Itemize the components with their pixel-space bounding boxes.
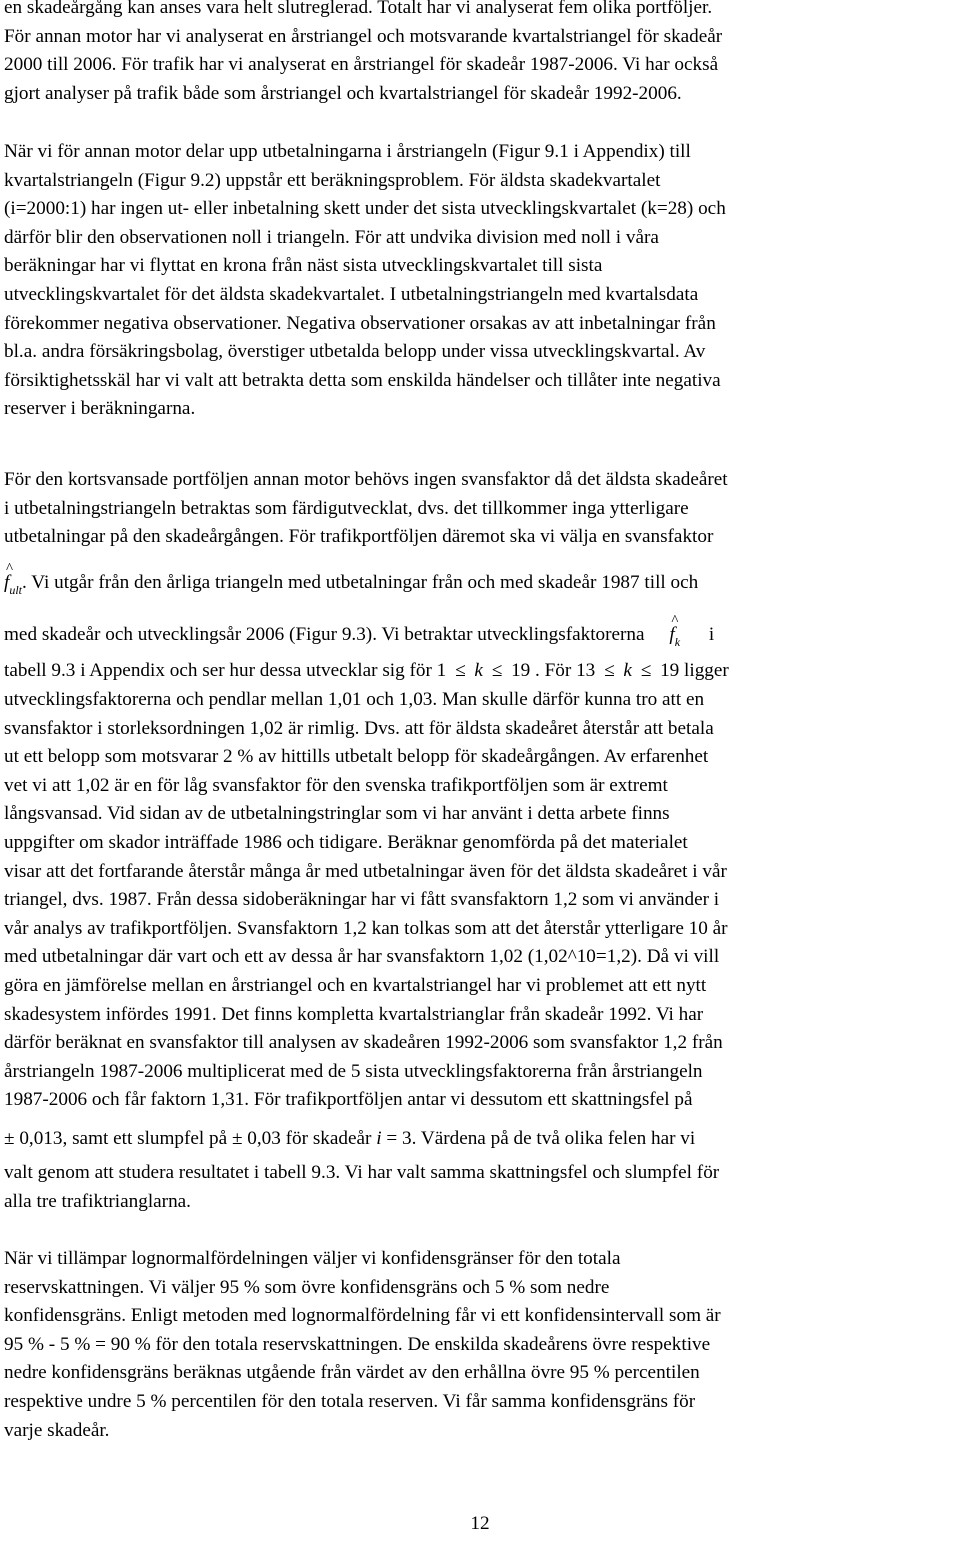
text-line: alla tre trafiktrianglarna. — [4, 1190, 191, 1212]
tabell-line — [4, 657, 954, 686]
text-line: vår analys av trafikportföljen. Svansfaktorn 1,2 kan tolkas som att det återstår ytterligare 10 år — [4, 917, 728, 939]
le-symbol: ≤ — [604, 660, 615, 681]
text-line: beräkningar har vi flyttat en krona från näst sista utvecklingskvartalet till sista — [4, 255, 603, 277]
text-line: För den kortsvansade portföljen annan motor behövs ingen svansfaktor då det äldsta skadeåret — [4, 469, 728, 490]
text-line: långsvansad. Vid sidan av de utbetalningstringlar som vi har använt i detta arbete finns — [4, 803, 670, 825]
text-line: utvecklingsfaktorerna och pendlar mellan 1,01 och 1,03. Man skulle därför kunna tro att en — [4, 689, 705, 710]
text-line: 2000 till 2006. För trafik har vi analyserat en årstriangel för skadeår 1987-2006. Vi har också — [4, 54, 719, 76]
text-line: nedre konfidensgräns beräknas utgående från värdet av den erhållna övre 95 % percentilen — [4, 1362, 700, 1384]
text-line: ut ett belopp som motsvarar 2 % av hittills utbetalt belopp för skadeårgången. Av erfarenhet — [4, 746, 709, 768]
paragraph-4 — [4, 1245, 954, 1445]
text-line: visar att det fortfarande återstår många år med utbetalningar även för det äldsta skadeåret i vår — [4, 860, 727, 882]
f-letter: f — [4, 572, 10, 593]
text-line: För annan motor har vi analyserat en årstriangel och motsvarande kvartalstriangel för skadeår — [4, 25, 723, 47]
text-line: 95 % - 5 % = 90 % för den totala reservskattningen. De enskilda skadeårens övre respektive — [4, 1333, 711, 1355]
f-ult-symbol — [4, 561, 23, 599]
text-fragment: för skadeår — [280, 1128, 377, 1149]
paragraph-3-intro — [4, 466, 954, 552]
text-fragment: 19 ligger — [660, 660, 729, 681]
text-line: konfidensgräns. Enligt metoden med lognormalfördelning får vi ett konfidensintervall som är — [4, 1305, 721, 1327]
text-line: svansfaktor i storleksordningen 1,02 är rimlig. Dvs. att för äldsta skadeåret återstår att betala — [4, 717, 714, 739]
text-line: gjort analyser på trafik både som årstriangel och kvartalstriangel för skadeår 1992-2006. — [4, 82, 682, 104]
k-variable: k — [623, 660, 632, 681]
text-line: utvecklingskvartalet för det äldsta skadekvartalet. I utbetalningstriangeln med kvartalsdata — [4, 283, 699, 305]
ult-subscript: ult — [9, 583, 23, 597]
k-variable: k — [474, 660, 483, 681]
text-line: valt genom att studera resultatet i tabell 9.3. Vi har valt samma skattningsfel och slumpfel för — [4, 1162, 720, 1183]
text-line: göra en jämförelse mellan en årstriangel och en kvartalstriangel har vi problemet att ett nytt — [4, 974, 707, 996]
text-line: reserver i beräkningarna. — [4, 398, 196, 420]
text-line: därför beräknat en svansfaktor till analysen av skadeåren 1992-2006 som svansfaktor 1,2 från — [4, 1032, 723, 1054]
text-fragment: med skadeår och utvecklingsår 2006 (Figur 9.3). Vi betraktar utvecklingsfaktorerna — [4, 624, 645, 645]
text-line: (i=2000:1) har ingen ut- eller inbetalning skett under det sista utvecklingskvartalet (k=28) och — [4, 198, 726, 220]
text-line: i utbetalningstriangeln betraktas som färdigutvecklat, dvs. det tillkommer inga ytterligare — [4, 497, 689, 519]
paragraph-3-body — [4, 686, 954, 1115]
hat-accent: ^ — [671, 613, 679, 629]
text-fragment: 19 . För 13 — [511, 660, 596, 681]
f-k-symbol — [669, 613, 681, 651]
f-letter: f — [669, 624, 675, 645]
text-line: en skadeårgång kan anses vara helt slutreglerad. Totalt har vi analyserat fem olika portföljer. — [4, 0, 713, 18]
text-line: triangel, dvs. 1987. Från dessa sidoberäkningar har vi fått svansfaktorn 1,2 som vi använder i — [4, 889, 720, 911]
error-line — [4, 1125, 954, 1154]
text-line: försiktighetsskäl har vi valt att betrakta detta som enskilda händelser och tillåter inte negativa — [4, 369, 721, 391]
le-symbol: ≤ — [640, 660, 652, 681]
text-line: När vi tillämpar lognormalfördelningen väljer vi konfidensgränser för den totala — [4, 1248, 621, 1269]
page-number: 12 — [470, 1513, 490, 1534]
fult-line — [4, 561, 954, 599]
text-fragment: tabell 9.3 i Appendix och ser hur dessa utvecklar sig för 1 — [4, 660, 447, 681]
hat-accent: ^ — [6, 561, 14, 577]
fk-line — [4, 613, 954, 651]
text-fragment: samt ett slumpfel på — [67, 1128, 232, 1149]
text-line: därför blir den observationen noll i triangeln. För att undvika division med noll i våra — [4, 226, 659, 248]
text-line: 1987-2006 och får faktorn 1,31. För trafikportföljen antar vi dessutom ett skattningsfel på — [4, 1089, 693, 1111]
text-fragment: = 3. — [381, 1128, 417, 1149]
k-subscript: k — [674, 635, 681, 649]
text-line: reservskattningen. Vi väljer 95 % som övre konfidensgräns och 5 % som nedre — [4, 1276, 610, 1298]
text-line: varje skadeår. — [4, 1419, 110, 1441]
paragraph-1 — [4, 0, 954, 108]
text-line: När vi för annan motor delar upp utbetalningarna i årstriangeln (Figur 9.1 i Appendix) till — [4, 141, 691, 162]
text-line: med utbetalningar där vart och ett av dessa år har svansfaktorn 1,02 (1,02^10=1,2). Då vi vill — [4, 946, 720, 968]
text-line: vet vi att 1,02 är en för låg svansfaktor för den svenska trafikportföljen som är extremt — [4, 774, 668, 796]
paragraph-3-end — [4, 1159, 954, 1216]
text-fragment: . Vi utgår från den årliga triangeln med utbetalningar från och med skadeår 1987 till och — [22, 572, 699, 593]
text-line: respektive undre 5 % percentilen för den totala reserven. Vi får samma konfidensgräns för — [4, 1390, 696, 1412]
paragraph-2 — [4, 138, 954, 424]
text-line: kvartalstriangeln (Figur 9.2) uppstår ett beräkningsproblem. För äldsta skadekvartalet — [4, 169, 661, 191]
i-variable: i — [376, 1128, 382, 1149]
text-fragment: i — [708, 624, 715, 645]
le-symbol: ≤ — [491, 660, 503, 681]
le-symbol: ≤ — [455, 660, 466, 681]
text-line: skadesystem infördes 1991. Det finns kompletta kvartalstrianglar från skadeår 1992. Vi har — [4, 1003, 704, 1025]
text-line: bl.a. andra försäkringsbolag, överstiger utbetalda belopp under vissa utvecklingskvartal. Av — [4, 341, 706, 363]
random-error-value: ± 0,03 — [231, 1128, 281, 1149]
text-line: årstriangeln 1987-2006 multiplicerat med de 5 sista utvecklingsfaktorerna från årstriangeln — [4, 1060, 703, 1082]
text-line: förekommer negativa observationer. Negativa observationer orsakas av att inbetalningar från — [4, 312, 716, 334]
text-line: utbetalningar på den skadeårgången. För trafikportföljen däremot ska vi välja en svansfaktor — [4, 526, 714, 548]
text-line: uppgifter om skador inträffade 1986 och tidigare. Beräknar genomförda på det materialet — [4, 831, 688, 853]
text-fragment: Värdena på de två olika felen har vi — [416, 1128, 696, 1149]
estimation-error-value: ± 0,013, — [4, 1128, 68, 1149]
